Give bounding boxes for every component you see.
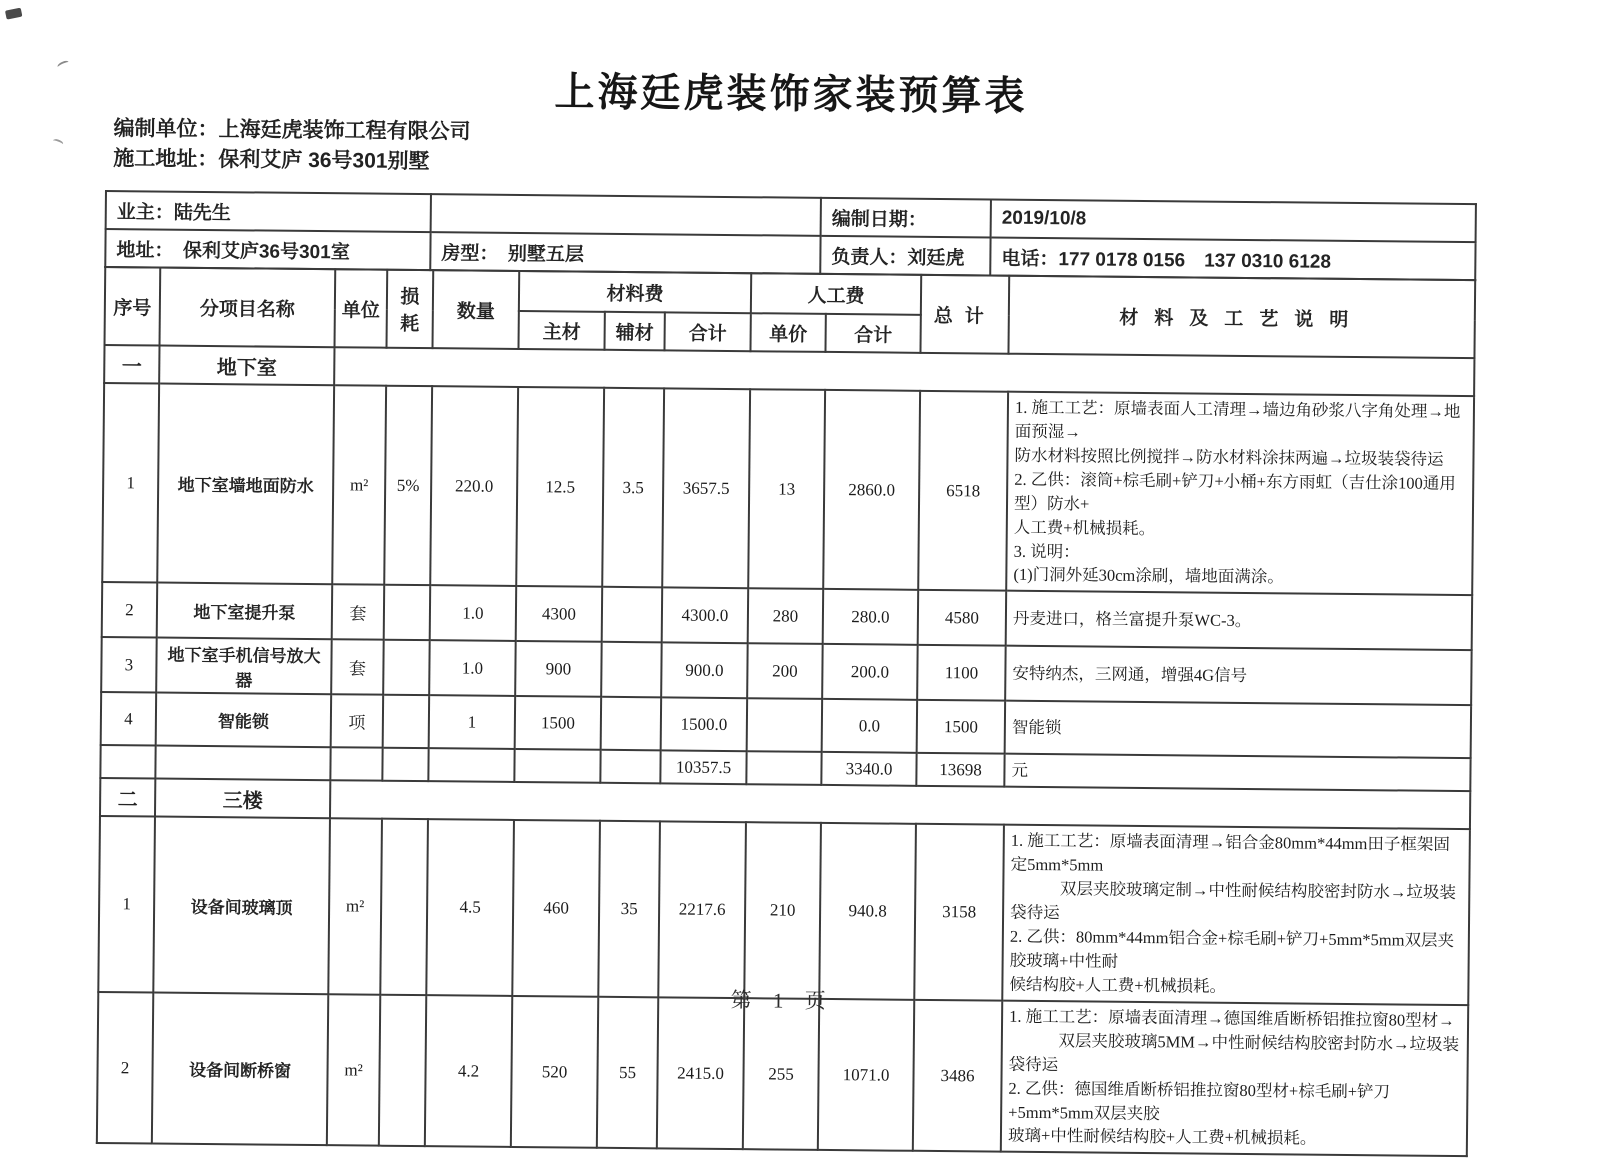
cell-unit: 套	[331, 640, 384, 695]
cell-unit: 项	[331, 695, 384, 748]
cell-grand-total: 1100	[917, 645, 1006, 701]
cell-unit-price: 280	[748, 589, 824, 645]
col-header-seq: 序号	[105, 267, 161, 346]
owner-cell: 业主：陆先生	[106, 191, 431, 232]
cell-notes: 1. 施工工艺：原墙表面清理→铝合金80mm*44mm田子框架固定5mm*5mm 双层夹胶玻璃定制→中性耐候结构胶密封防水→垃圾装袋待运 2. 乙供：80mm*44mm铝合金+棕毛刷+铲刀+5mm*5mm双层夹胶玻璃+中性耐 候结构胶+人工费+机械损耗。	[1002, 825, 1470, 1005]
site-address-line: 施工地址：保利艾庐 36号301别墅	[113, 147, 430, 174]
cell-labor-total: 1071.0	[818, 999, 914, 1151]
prepared-by-line: 编制单位：上海廷虎装饰工程有限公司	[113, 117, 471, 144]
cell-aux-material: 35	[598, 821, 660, 997]
cell-unit: 套	[332, 585, 385, 640]
cell-labor-total: 0.0	[822, 699, 918, 753]
scan-artifact	[52, 138, 64, 147]
house-type-cell: 房型： 别墅五层	[430, 232, 820, 274]
cell-aux-material	[601, 697, 662, 751]
cell-qty: 220.0	[430, 386, 518, 586]
cell-unit: m²	[332, 385, 386, 585]
cell-notes: 智能锁	[1005, 701, 1471, 758]
section-index: 一	[104, 345, 159, 384]
cell-main-material	[514, 749, 600, 783]
col-header-unit: 单位	[335, 269, 388, 347]
cell-notes: 1. 施工工艺：原墙表面清理→德国维盾断桥铝推拉窗80型材→ 双层夹胶玻璃5MM→中性耐候结构胶密封防水→垃圾装袋待运 2. 乙供：德国维盾断桥铝推拉窗80型材+棕毛刷+铲刀+5mm*5mm双层夹胶 玻璃+中性耐候结构胶+人工费+机械损耗。	[1001, 1000, 1468, 1156]
table-row	[98, 816, 1470, 1005]
cell-grand-total: 6518	[918, 391, 1008, 591]
cell-aux-material: 55	[597, 997, 658, 1149]
section-title: 地下室	[159, 346, 334, 386]
date-value-cell: 2019/10/8	[991, 200, 1476, 243]
col-header-labor-group: 人工费	[751, 273, 921, 315]
cell-loss	[382, 748, 428, 781]
cell-main-material: 12.5	[516, 387, 604, 587]
cell-grand-total: 4580	[918, 590, 1007, 646]
cell-loss	[383, 640, 430, 695]
cell-material-total: 900.0	[661, 643, 748, 699]
col-header-aux-material: 辅材	[604, 312, 664, 351]
cell-notes: 1. 施工工艺：原墙表面人工清理→墙边角砂浆八字角处理→地面预湿→ 防水材料按照比例搅拌→防水材料涂抹两遍→垃圾装袋待运 2. 乙供：滚筒+棕毛刷+铲刀+小桶+东方雨虹（吉仕涂100通用型）防水+ 人工费+机械损耗。 3. 说明： (1)门洞外延30cm涂刷，墙地面满涂。	[1006, 392, 1474, 596]
cell-notes: 丹麦进口，格兰富提升泵WC-3。	[1006, 591, 1473, 650]
cell-labor-total: 2860.0	[823, 390, 920, 590]
cell-material-total: 4300.0	[662, 588, 749, 644]
cell-unit	[330, 748, 382, 781]
cell-seq: 1	[102, 383, 159, 583]
col-header-loss: 损耗	[386, 270, 433, 348]
col-header-labor-total: 合计	[826, 314, 921, 353]
col-header-name: 分项目名称	[160, 268, 336, 348]
date-label-cell: 编制日期：	[821, 198, 991, 238]
cell-name: 地下室提升泵	[157, 583, 333, 640]
cell-qty	[428, 749, 514, 783]
cell-seq: 4	[101, 692, 157, 746]
cell-unit-price	[747, 699, 823, 753]
cell-seq: 2	[97, 992, 153, 1144]
cell-unit-price	[746, 752, 821, 786]
col-header-notes: 材料及工艺说明	[1009, 276, 1476, 358]
cell-name: 设备间断桥窗	[152, 992, 328, 1145]
cell-name: 地下室墙地面防水	[157, 384, 334, 585]
cell-main-material: 460	[512, 820, 600, 996]
cell-unit-price: 200	[747, 644, 823, 700]
cell-unit-price: 210	[744, 823, 821, 999]
cell-grand-total: 1500	[917, 700, 1006, 754]
cell-qty: 1.0	[429, 641, 516, 697]
cell-seq	[100, 745, 155, 779]
cell-loss	[383, 695, 430, 748]
cell-material-total: 3657.5	[662, 388, 750, 588]
cell-main-material: 4300	[516, 586, 603, 642]
cell-aux-material: 3.5	[602, 388, 664, 588]
scan-artifact	[56, 59, 69, 69]
col-header-qty: 数量	[432, 270, 519, 349]
cell-labor-total: 3340.0	[821, 752, 916, 786]
cell-unit: m²	[328, 819, 382, 995]
col-header-unit-price: 单价	[751, 313, 826, 352]
cell-qty: 4.2	[425, 995, 512, 1147]
cell-qty: 1.0	[430, 586, 517, 642]
cell-loss	[379, 995, 426, 1147]
cell-qty: 1	[429, 696, 516, 750]
page-number: 第 1 页	[730, 988, 834, 1014]
cell-grand-total: 13698	[916, 753, 1004, 787]
section-title: 三楼	[155, 779, 330, 819]
cell-name	[155, 746, 330, 781]
phone-cell: 电话：177 0178 0156 137 0310 6128	[990, 238, 1475, 281]
col-header-main-material: 主材	[518, 311, 604, 350]
cell-unit: m²	[327, 994, 380, 1146]
table-row	[102, 383, 1474, 596]
section-index: 二	[100, 778, 155, 817]
cell-labor-total: 200.0	[822, 644, 918, 700]
address-cell: 地址： 保利艾庐36号301室	[105, 229, 430, 270]
manager-cell: 负责人：刘廷虎	[820, 236, 990, 276]
cell-name: 设备间玻璃顶	[153, 817, 330, 994]
cell-labor-total: 940.8	[819, 823, 916, 999]
cell-loss	[384, 585, 431, 640]
scan-artifact	[5, 8, 22, 20]
cell-aux-material	[602, 587, 663, 643]
cell-material-total: 10357.5	[660, 751, 746, 785]
cell-qty: 4.5	[426, 820, 514, 996]
blank-cell	[431, 194, 821, 236]
cell-seq: 3	[101, 637, 157, 693]
cell-labor-total: 280.0	[823, 589, 919, 645]
col-header-material-group: 材料费	[519, 271, 751, 313]
cell-loss	[380, 819, 428, 995]
cell-name: 地下室手机信号放大器	[156, 638, 332, 695]
cell-loss: 5%	[384, 386, 432, 586]
cell-seq: 2	[102, 582, 158, 638]
cell-name: 智能锁	[156, 693, 332, 748]
cell-material-total: 2217.6	[658, 822, 746, 998]
cell-notes: 安特纳杰，三网通，增强4G信号	[1005, 646, 1472, 705]
cell-unit-price: 13	[748, 389, 825, 589]
col-header-material-total: 合计	[664, 312, 750, 351]
cell-main-material: 520	[511, 996, 598, 1148]
budget-table	[96, 266, 1476, 1157]
cell-aux-material	[600, 750, 660, 784]
cell-unit-price: 255	[743, 998, 819, 1150]
cell-material-total: 1500.0	[661, 698, 748, 752]
cell-notes: 元	[1004, 754, 1470, 791]
cell-grand-total: 3158	[914, 824, 1004, 1000]
cell-aux-material	[601, 642, 662, 698]
cell-grand-total: 3486	[913, 1000, 1002, 1152]
cell-main-material: 900	[515, 641, 602, 697]
col-header-grand-total: 总计	[921, 275, 1010, 354]
cell-material-total: 2415.0	[657, 997, 744, 1149]
cell-seq: 1	[98, 816, 155, 992]
cell-main-material: 1500	[515, 696, 602, 750]
page-title: 上海廷虎装饰家装预算表	[554, 69, 1028, 119]
